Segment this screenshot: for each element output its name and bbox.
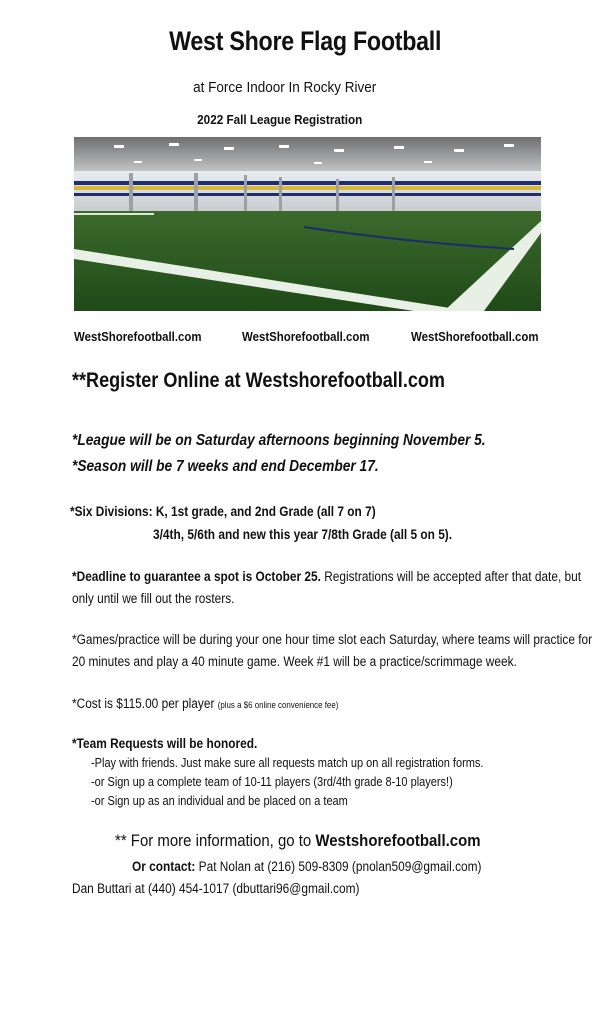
divisions-line-1 [70, 504, 417, 519]
venue-line: at Force Indoor In Rocky River [193, 79, 377, 96]
divisions-line-1-text: K, 1st grade, and 2nd Grade (all 7 on 7) [152, 504, 376, 519]
contact-line-1 [132, 859, 529, 874]
flyer-title: West Shore Flag Football [169, 26, 442, 56]
website-link-1[interactable]: WestShorefootball.com [74, 329, 202, 344]
team-requests-heading: *Team Requests will be honored. [72, 736, 258, 751]
deadline-line-2: only until we fill out the rosters. [72, 591, 235, 606]
more-info-line [115, 831, 530, 851]
contact-label: Or contact: [132, 859, 196, 874]
cost-fee-note: (plus a $6 online convenience fee) [217, 700, 339, 710]
divisions-label: *Six Divisions: [70, 504, 153, 519]
league-start-line: *League will be on Saturday afternoons beginning November 5. [72, 432, 486, 449]
request-item-1: -Play with friends. Just make sure all requests match up on all registration forms. [91, 756, 484, 770]
deadline-line-1 [72, 569, 611, 584]
deadline-rest: Registrations will be accepted after that date, but [320, 569, 582, 584]
more-info-prefix: ** For more information, go to [115, 831, 316, 850]
season-line: 2022 Fall League Registration [197, 112, 363, 127]
contact-line-2 [72, 881, 399, 896]
website-link-2[interactable]: WestShorefootball.com [242, 329, 370, 344]
contact-dan-buttari[interactable]: Dan Buttari at (440) 454-1017 (dbuttari96@gmail.com) [72, 881, 360, 896]
request-item-3: -or Sign up as an individual and be placed on a team [91, 794, 348, 808]
website-link-3[interactable]: WestShorefootball.com [411, 329, 539, 344]
season-length-line: *Season will be 7 weeks and end December 17. [72, 458, 379, 475]
cost-main: *Cost is $115.00 per player [72, 696, 218, 711]
contact-pat-nolan[interactable]: Pat Nolan at (216) 509-8309 (pnolan509@gmail.com) [195, 859, 482, 874]
divisions-line-2: 3/4th, 5/6th and new this year 7/8th Grade (all 5 on 5). [153, 527, 453, 542]
games-line-2: 20 minutes and play a 40 minute game. Week #1 will be a practice/scrimmage week. [72, 654, 517, 669]
cost-line [72, 696, 375, 711]
indoor-field-photo [74, 137, 541, 311]
games-line-1: *Games/practice will be during your one hour time slot each Saturday, where teams will practice for [72, 632, 593, 647]
request-item-2: -or Sign up a complete team of 10-11 players (3rd/4th grade 8-10 players!) [91, 775, 453, 789]
more-info-site-link[interactable]: Westshorefootball.com [315, 831, 481, 850]
register-online-heading: **Register Online at Westshorefootball.com [72, 369, 445, 392]
deadline-bold: *Deadline to guarantee a spot is October 25. [72, 569, 321, 584]
